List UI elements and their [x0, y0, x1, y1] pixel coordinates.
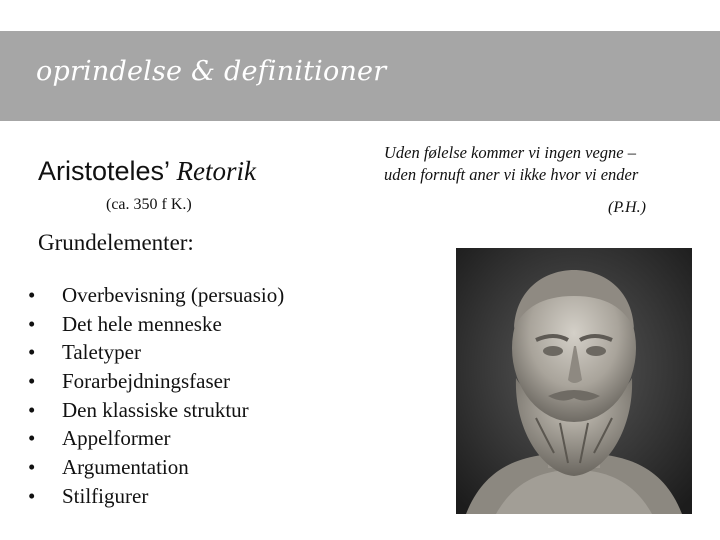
- list-item: [26, 338, 284, 367]
- heading-work-title: Retorik: [176, 156, 257, 186]
- bullet-icon: •: [28, 455, 36, 480]
- list-item-text: Stilfigurer: [62, 483, 149, 508]
- bullet-icon: •: [28, 426, 36, 451]
- list-item-text: Det hele menneske: [62, 311, 222, 336]
- heading-name: Aristoteles’: [38, 156, 177, 186]
- list-item: [26, 396, 284, 425]
- heading: [38, 156, 256, 187]
- quote: [384, 142, 714, 186]
- list-item-text: Den klassiske struktur: [62, 397, 249, 422]
- bullet-icon: •: [28, 340, 36, 365]
- quote-attribution: (P.H.): [608, 199, 646, 216]
- list-item: [26, 281, 284, 310]
- bullet-icon: •: [28, 311, 36, 336]
- bullet-icon: •: [28, 369, 36, 394]
- bullet-list: [26, 281, 284, 511]
- list-item-text: Overbevisning (persuasio): [62, 283, 285, 307]
- list-item: [26, 424, 284, 453]
- bullet-icon: •: [28, 483, 36, 508]
- date-note: (ca. 350 f K.): [106, 196, 192, 213]
- bust-illustration: [456, 248, 692, 514]
- list-item: [26, 310, 284, 339]
- slide-title: oprindelse & definitioner: [36, 56, 387, 87]
- bullet-icon: •: [28, 283, 36, 307]
- subheading: Grundelementer:: [38, 230, 194, 255]
- aristotle-bust-image: [456, 248, 692, 514]
- list-item: [26, 367, 284, 396]
- quote-line: uden fornuft aner vi ikke hvor vi ender: [384, 165, 639, 184]
- list-item-text: Appelformer: [62, 426, 171, 451]
- quote-line: Uden følelse kommer vi ingen vegne –: [384, 143, 636, 162]
- list-item-text: Argumentation: [62, 455, 189, 480]
- bullet-icon: •: [28, 397, 36, 422]
- list-item: [26, 453, 284, 482]
- list-item-text: Taletyper: [62, 340, 141, 365]
- list-item-text: Forarbejdningsfaser: [62, 369, 230, 394]
- list-item: [26, 482, 284, 511]
